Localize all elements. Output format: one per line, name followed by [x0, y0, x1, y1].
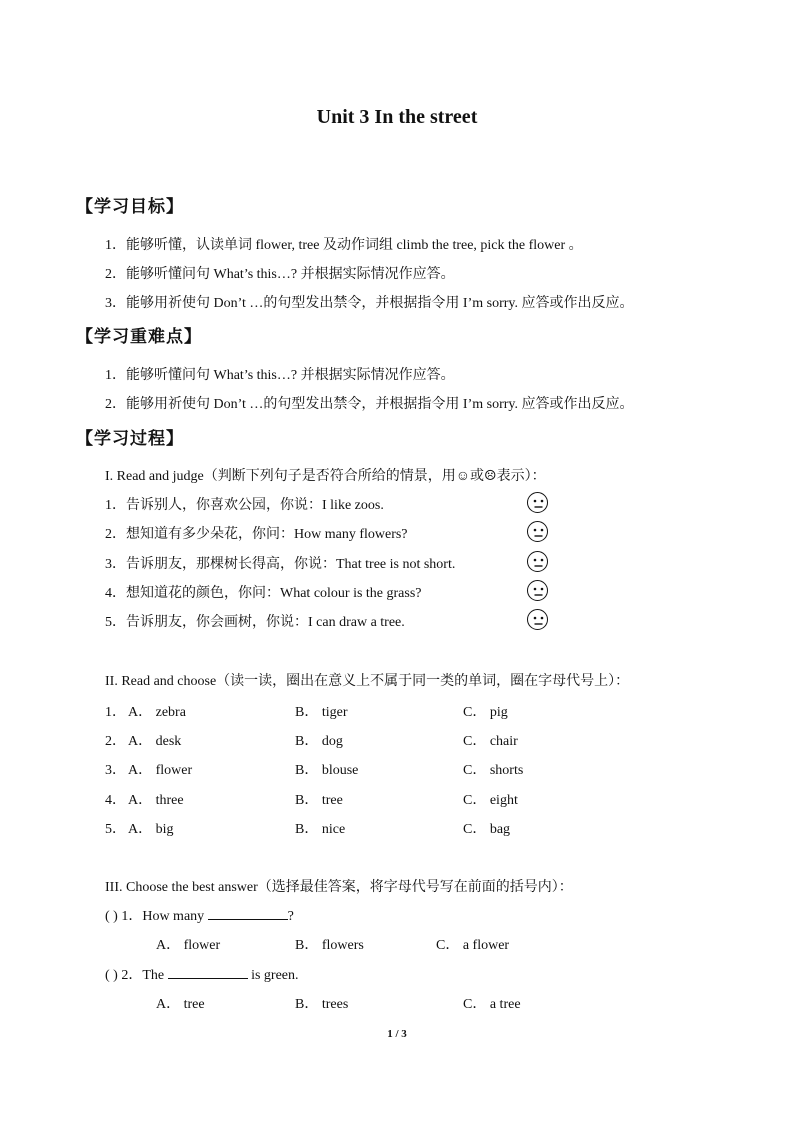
choose-option-c: C． shorts [463, 763, 524, 778]
choose-option-a: A． flower [128, 763, 193, 778]
choose-option-a: A． three [128, 793, 184, 808]
choose-option-a: A． big [128, 822, 174, 837]
choose-option-b: B． nice [295, 822, 346, 837]
question-1 [105, 905, 294, 925]
neutral-face-icon [527, 492, 548, 513]
judge-item: 2．想知道有多少朵花，你问：How many flowers? [105, 527, 408, 542]
answer-option-c: C． a flower [436, 938, 510, 953]
question-text: The [142, 968, 168, 983]
choose-option-b: B． dog [295, 734, 343, 749]
section-keypoints: 【学习重难点】 [76, 327, 202, 346]
answer-option-c: C． a tree [463, 997, 521, 1012]
choose-number: 4． [105, 793, 126, 808]
page-number: 1 / 3 [387, 1028, 407, 1040]
objective-item: 1．能够听懂，认读单词 flower, tree 及动作词组 climb the tree, pick the flower 。 [105, 238, 583, 253]
answer-option-a: A． flower [156, 938, 221, 953]
choose-option-b: B． blouse [295, 763, 359, 778]
part3-heading: III. Choose the best answer（选择最佳答案，将字母代号写在前面的括号内）： [105, 880, 573, 895]
choose-option-a: A． zebra [128, 705, 186, 720]
neutral-face-icon [527, 521, 548, 542]
choose-option-a: A． desk [128, 734, 182, 749]
question-text: is green. [247, 968, 299, 983]
answer-bracket[interactable]: ( ) 1． [105, 909, 143, 924]
fill-in-blank[interactable] [208, 907, 288, 920]
neutral-face-icon [527, 580, 548, 601]
judge-item: 3．告诉朋友，那棵树长得高，你说：That tree is not short. [105, 557, 456, 572]
choose-number: 2． [105, 734, 126, 749]
choose-option-c: C． chair [463, 734, 518, 749]
choose-option-c: C． bag [463, 822, 511, 837]
part1-heading: I. Read and judge（判断下列句子是否符合所给的情景，用☺或☹表示）： [105, 469, 546, 484]
choose-number: 5． [105, 822, 126, 837]
question-text: ? [287, 909, 294, 924]
choose-option-b: B． tiger [295, 705, 348, 720]
choose-option-c: C． pig [463, 705, 508, 720]
page-title: Unit 3 In the street [316, 106, 478, 128]
section-process: 【学习过程】 [76, 429, 184, 448]
question-text: How many [142, 909, 208, 924]
choose-option-b: B． tree [295, 793, 343, 808]
part2-heading: II. Read and choose（读一读，圈出在意义上不属于同一类的单词，圈在字母代号上）： [105, 674, 630, 689]
choose-number: 3． [105, 763, 126, 778]
keypoint-item: 2．能够用祈使句 Don’t …的句型发出禁令，并根据指令用 I’m sorry. 应答或作出反应。 [105, 397, 634, 412]
question-2 [105, 964, 299, 984]
choose-number: 1． [105, 705, 126, 720]
judge-item: 4．想知道花的颜色，你问：What colour is the grass? [105, 586, 422, 601]
judge-item: 1．告诉别人，你喜欢公园，你说：I like zoos. [105, 498, 384, 513]
answer-option-a: A． tree [156, 997, 205, 1012]
answer-option-b: B． trees [295, 997, 349, 1012]
neutral-face-icon [527, 551, 548, 572]
objective-item: 2．能够听懂问句 What’s this…? 并根据实际情况作应答。 [105, 267, 455, 282]
choose-option-c: C． eight [463, 793, 518, 808]
fill-in-blank[interactable] [168, 966, 248, 979]
answer-option-b: B． flowers [295, 938, 364, 953]
objective-item: 3．能够用祈使句 Don’t …的句型发出禁令，并根据指令用 I’m sorry. 应答或作出反应。 [105, 296, 634, 311]
neutral-face-icon [527, 609, 548, 630]
answer-bracket[interactable]: ( ) 2． [105, 968, 143, 983]
keypoint-item: 1．能够听懂问句 What’s this…? 并根据实际情况作应答。 [105, 368, 455, 383]
section-objectives: 【学习目标】 [76, 197, 184, 216]
judge-item: 5．告诉朋友，你会画树，你说：I can draw a tree. [105, 615, 405, 630]
